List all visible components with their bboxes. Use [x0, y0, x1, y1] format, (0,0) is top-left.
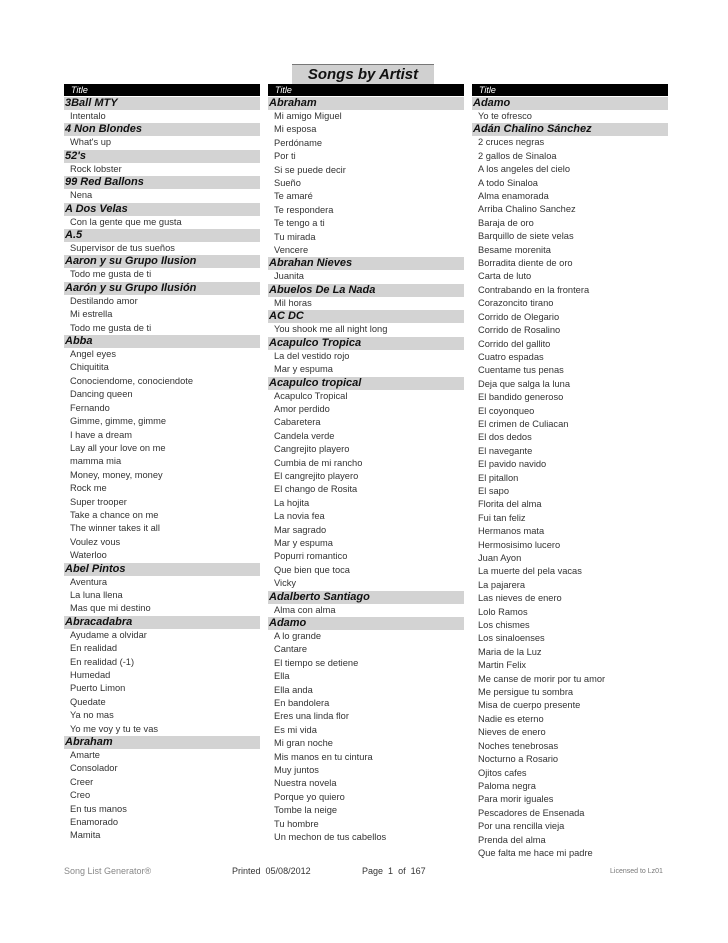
artist-heading: Adalberto Santiago: [268, 591, 464, 604]
song-title: Vicky: [274, 578, 297, 589]
song-title: Money, money, money: [70, 469, 163, 480]
song-title: Acapulco Tropical: [274, 390, 348, 401]
song-title: El coyonqueo: [478, 405, 535, 416]
song-title: En realidad: [70, 643, 118, 654]
song-title: Florita del alma: [478, 499, 542, 510]
artist-heading: 99 Red Ballons: [64, 176, 260, 189]
song-title: La pajarera: [478, 579, 526, 590]
printed-date: 05/08/2012: [265, 866, 311, 876]
artist-heading: Acapulco Tropica: [268, 337, 464, 350]
song-title: Puerto Limon: [70, 683, 126, 694]
song-title: Es mi vida: [274, 724, 317, 735]
of-label: of: [398, 866, 406, 876]
song-title: Cantare: [274, 644, 308, 655]
page-total: 167: [410, 866, 426, 876]
song-title: Amarte: [70, 750, 100, 761]
song-title: Si se puede decir: [274, 164, 346, 175]
song-title: The winner takes it all: [70, 523, 160, 534]
artist-heading: Abba: [64, 335, 260, 348]
song-title: Carta de luto: [478, 271, 532, 282]
song-title: Misa de cuerpo presente: [478, 700, 581, 711]
artist-heading: Adán Chalino Sánchez: [472, 123, 668, 136]
artist-heading: Abel Pintos: [64, 563, 260, 576]
song-title: Dancing queen: [70, 389, 133, 400]
song-title: Cuentame tus penas: [478, 365, 564, 376]
page-label: Page: [362, 866, 384, 876]
song-title: A todo Sinaloa: [478, 177, 538, 188]
song-title: Borradita diente de oro: [478, 258, 573, 269]
column-header: Title: [268, 84, 464, 96]
song-title: Take a chance on me: [70, 509, 159, 520]
song-title: Intentalo: [70, 111, 106, 121]
song-title: Cangrejito playero: [274, 444, 350, 455]
song-title: Angel eyes: [70, 349, 116, 360]
song-title: El pavido navido: [478, 459, 547, 470]
song-title: El bandido generoso: [478, 392, 564, 403]
song-title: Enamorado: [70, 817, 119, 828]
song-title: Mar sagrado: [274, 524, 327, 535]
song-title: Mas que mi destino: [70, 603, 151, 614]
song-title: Mi gran noche: [274, 738, 333, 749]
artist-heading: 3Ball MTY: [64, 97, 260, 110]
artist-heading: A.5: [64, 229, 260, 242]
artist-heading: Abuelos De La Nada: [268, 284, 464, 297]
song-title: El crimen de Culiacan: [478, 418, 569, 429]
song-title: Consolador: [70, 763, 118, 774]
song-title: Los sinaloenses: [478, 633, 545, 644]
song-title: Todo me gusta de ti: [70, 269, 152, 280]
artist-heading: Aaron y su Grupo Ilusion: [64, 255, 260, 268]
song-title: Creo: [70, 790, 91, 801]
song-column-2: [268, 84, 464, 845]
song-title: Corrido de Olegario: [478, 311, 560, 322]
song-title: Juan Ayon: [478, 553, 522, 563]
song-title: Hermanos mata: [478, 526, 545, 537]
song-title: You shook me all night long: [274, 324, 388, 335]
song-title: 2 gallos de Sinaloa: [478, 150, 557, 161]
song-title: Para morir iguales: [478, 794, 554, 805]
artist-heading: 52's: [64, 150, 260, 163]
artist-heading: Abraham: [64, 736, 260, 749]
song-title: Baraja de oro: [478, 217, 534, 228]
song-title: El pitallon: [478, 472, 519, 483]
song-title: Por ti: [274, 151, 296, 162]
song-title: Mamita: [70, 830, 101, 841]
artist-heading: Adamo: [472, 97, 668, 110]
song-title: Popurri romantico: [274, 551, 348, 562]
song-title: Candela verde: [274, 430, 335, 441]
song-title: Un mechon de tus cabellos: [274, 832, 387, 843]
song-title: Voulez vous: [70, 536, 121, 547]
song-title: Perdóname: [274, 137, 323, 148]
song-title: Rock lobster: [70, 163, 122, 174]
song-title: Tu mirada: [274, 231, 316, 242]
song-title: Porque yo quiero: [274, 791, 345, 802]
song-title: Conociendome, conociendote: [70, 375, 194, 386]
artist-heading: Abraham: [268, 97, 464, 110]
artist-heading: AC DC: [268, 310, 464, 323]
song-title: Rock me: [70, 483, 107, 494]
song-title: El dos dedos: [478, 432, 532, 443]
song-title: Que falta me hace mi padre: [478, 847, 593, 858]
song-title: Mar y espuma: [274, 364, 333, 375]
printed-label: Printed: [232, 866, 261, 876]
song-title: Cuatro espadas: [478, 351, 544, 362]
page-number: 1: [388, 866, 394, 876]
song-title: Que bien que toca: [274, 564, 350, 575]
song-title: La hojita: [274, 497, 310, 508]
song-title: I have a dream: [70, 429, 133, 440]
page-title: Songs by Artist: [292, 64, 434, 84]
artist-heading: Abracadabra: [64, 616, 260, 629]
song-title: Mil horas: [274, 297, 312, 308]
song-title: Ya no mas: [70, 710, 114, 721]
song-title: El sapo: [478, 485, 510, 496]
song-title: Martin Felix: [478, 660, 527, 671]
song-title: El cangrejito playero: [274, 470, 359, 481]
song-title: What's up: [70, 137, 112, 148]
song-title: Ayudame a olvidar: [70, 629, 147, 640]
song-title: Ojitos cafes: [478, 767, 527, 778]
song-title: Mi esposa: [274, 124, 317, 135]
song-column-3: [472, 84, 668, 860]
song-title: Todo me gusta de ti: [70, 322, 152, 333]
song-title: Yo me voy y tu te vas: [70, 723, 159, 734]
song-title: Hermosisimo lucero: [478, 539, 561, 550]
song-title: Amor perdido: [274, 403, 330, 414]
song-title: Nieves de enero: [478, 727, 546, 738]
song-column-1: [64, 84, 260, 843]
song-title: Fernando: [70, 402, 110, 413]
artist-heading: A Dos Velas: [64, 203, 260, 216]
song-title: La del vestido rojo: [274, 350, 350, 361]
song-title: Arriba Chalino Sanchez: [478, 204, 576, 215]
song-title: En tus manos: [70, 803, 127, 814]
song-title: Con la gente que me gusta: [70, 216, 182, 227]
song-title: Sueño: [274, 178, 301, 189]
song-title: La luna llena: [70, 589, 123, 600]
song-title: Por una rencilla vieja: [478, 821, 565, 832]
song-title: A los angeles del cielo: [478, 164, 570, 175]
song-title: Deja que salga la luna: [478, 378, 571, 389]
artist-heading: Abrahan Nieves: [268, 257, 464, 270]
song-title: Maria de la Luz: [478, 646, 542, 657]
song-title: Aventura: [70, 576, 108, 587]
column-header: Title: [472, 84, 668, 96]
song-title: Alma con alma: [274, 604, 336, 615]
song-title: mamma mia: [70, 456, 122, 467]
song-title: Vencere: [274, 245, 309, 256]
song-title: Te amaré: [274, 191, 313, 202]
song-title: 2 cruces negras: [478, 137, 545, 148]
song-title: Te tengo a ti: [274, 218, 325, 229]
song-title: En bandolera: [274, 698, 330, 709]
song-title: Yo te ofresco: [478, 111, 532, 121]
song-title: El chango de Rosita: [274, 484, 358, 495]
song-title: Nena: [70, 190, 93, 201]
song-title: Lay all your love on me: [70, 442, 166, 453]
song-title: Corrido de Rosalino: [478, 325, 561, 336]
song-title: Barquillo de siete velas: [478, 231, 574, 242]
song-title: La muerte del pela vacas: [478, 566, 582, 577]
song-title: Lolo Ramos: [478, 606, 528, 617]
song-title: Destilando amor: [70, 295, 138, 306]
song-title: Ella anda: [274, 684, 313, 695]
footer-printed: [232, 866, 311, 876]
song-title: En realidad (-1): [70, 656, 135, 667]
song-title: Creer: [70, 776, 94, 787]
artist-heading: Acapulco tropical: [268, 377, 464, 390]
song-title: Supervisor de tus sueños: [70, 243, 175, 254]
song-title: La novia fea: [274, 511, 325, 522]
song-title: Waterloo: [70, 550, 107, 561]
song-title: Humedad: [70, 670, 111, 680]
artist-heading: Aarón y su Grupo Ilusión: [64, 282, 260, 295]
artist-heading: 4 Non Blondes: [64, 123, 260, 136]
song-title: Nadie es eterno: [478, 713, 544, 724]
song-title: Corazoncito tirano: [478, 298, 554, 309]
song-title: El navegante: [478, 445, 533, 456]
song-title: Nocturno a Rosario: [478, 754, 559, 765]
song-title: A lo grande: [274, 631, 322, 641]
song-title: Pescadores de Ensenada: [478, 807, 585, 818]
song-title: Mi amigo Miguel: [274, 111, 342, 121]
song-title: Super trooper: [70, 496, 127, 507]
song-title: Me canse de morir por tu amor: [478, 673, 606, 684]
song-title: Quedate: [70, 696, 106, 707]
song-title: Noches tenebrosas: [478, 740, 559, 751]
artist-heading: Adamo: [268, 617, 464, 630]
song-title: Gimme, gimme, gimme: [70, 416, 167, 427]
column-header: Title: [64, 84, 260, 96]
song-title: Chiquitita: [70, 362, 109, 373]
song-title: Eres una linda flor: [274, 711, 349, 722]
song-title: Paloma negra: [478, 780, 536, 791]
footer-license: Licensed to Lz01: [610, 868, 663, 875]
song-title: Nuestra novela: [274, 778, 337, 789]
song-title: Cumbia de mi rancho: [274, 457, 363, 468]
song-title: Tu hombre: [274, 818, 319, 829]
footer-generator: Song List Generator®: [64, 866, 152, 876]
song-title: Las nieves de enero: [478, 593, 562, 604]
song-title: Te respondera: [274, 204, 334, 215]
song-title: Me persigue tu sombra: [478, 687, 574, 698]
song-title: El tiempo se detiene: [274, 657, 359, 668]
song-title: Corrido del gallito: [478, 338, 551, 349]
song-title: Mar y espuma: [274, 537, 333, 548]
footer-page-info: [362, 866, 426, 876]
song-title: Contrabando en la frontera: [478, 284, 590, 295]
song-title: Alma enamorada: [478, 191, 549, 202]
song-title: Mi estrella: [70, 309, 113, 320]
song-title: Prenda del alma: [478, 834, 546, 845]
song-title: Besame morenita: [478, 244, 551, 255]
song-title: Tombe la neige: [274, 805, 338, 816]
song-title: Cabaretera: [274, 417, 321, 428]
song-title: Fui tan feliz: [478, 512, 526, 523]
song-title: Muy juntos: [274, 765, 319, 776]
song-title: Mis manos en tu cintura: [274, 751, 373, 762]
song-title: Ella: [274, 671, 290, 682]
song-title: Juanita: [274, 271, 304, 282]
song-title: Los chismes: [478, 620, 530, 631]
